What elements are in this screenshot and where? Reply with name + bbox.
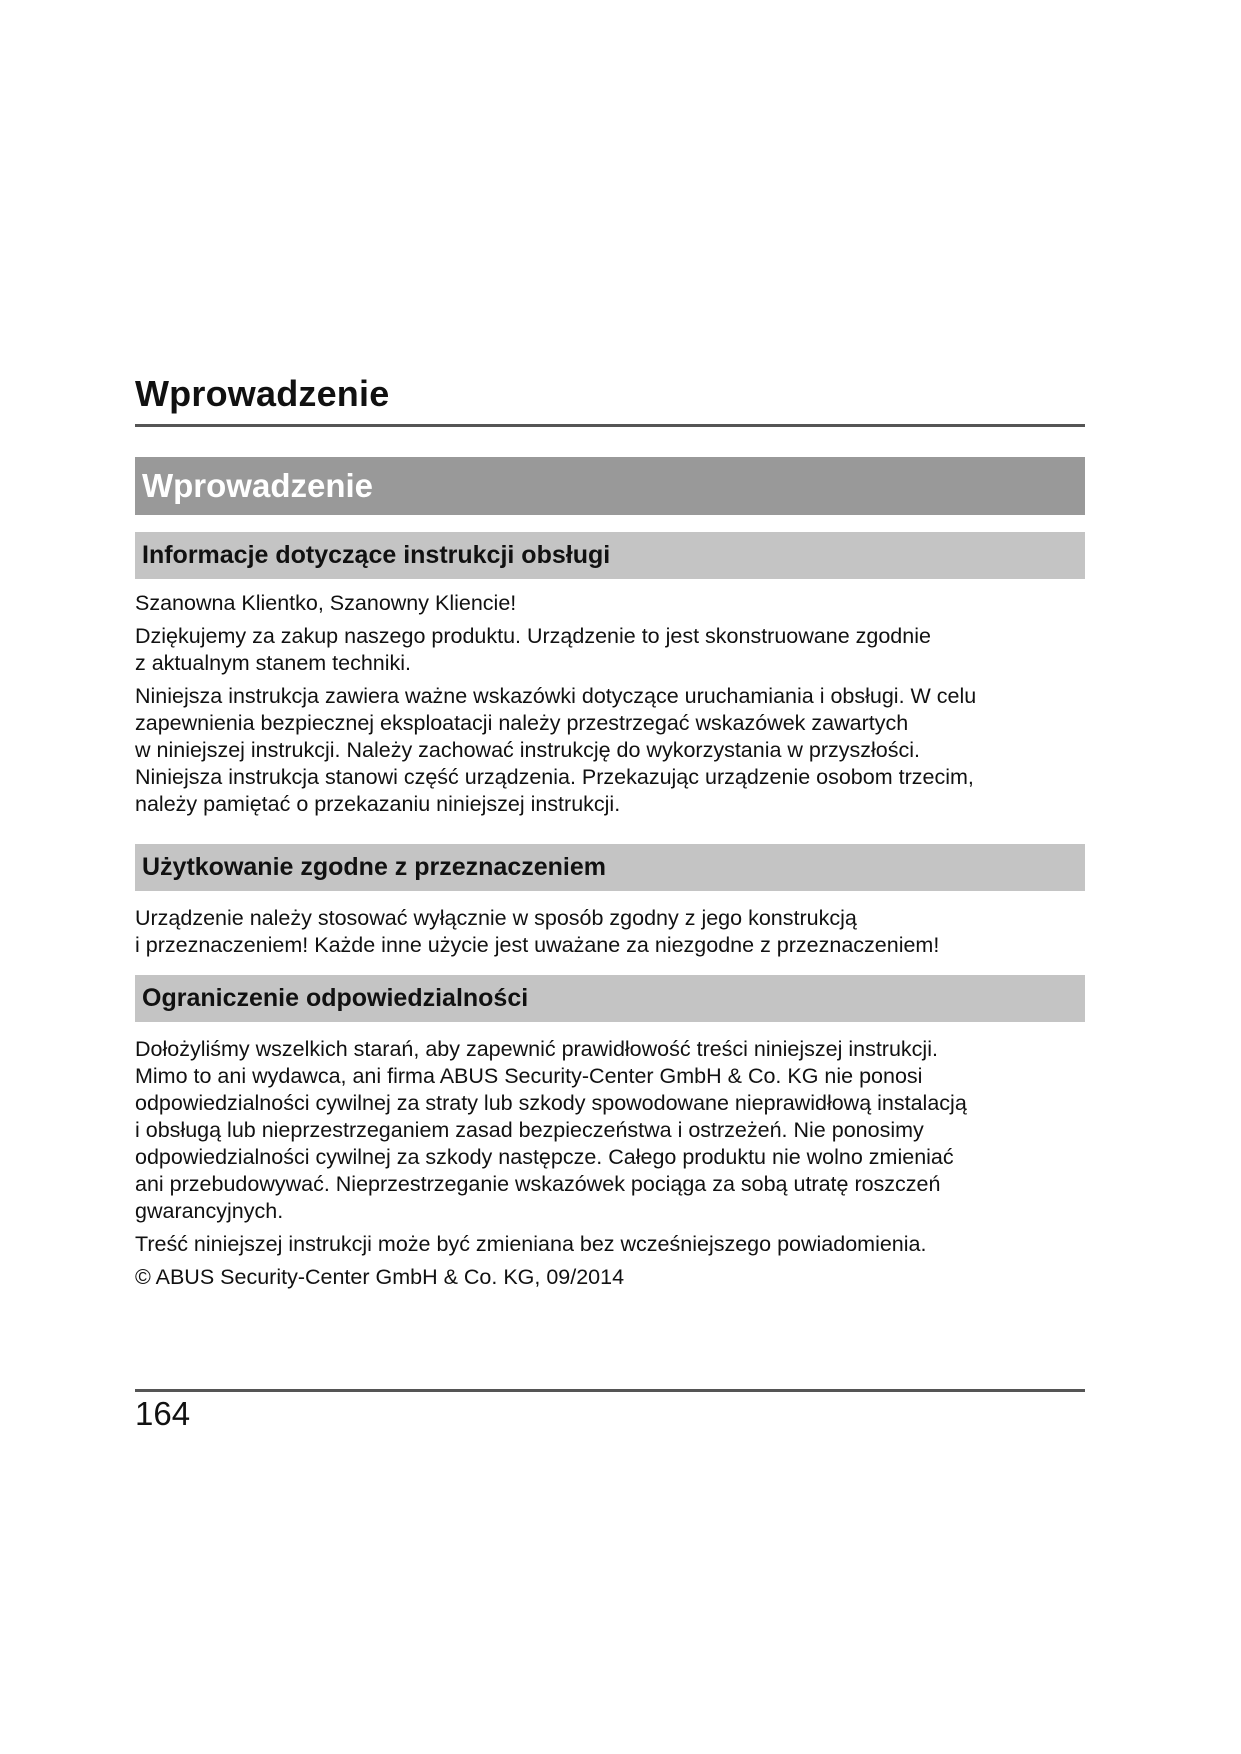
paragraph [135,1036,1095,1225]
text-line: odpowiedzialności cywilnej za straty lub szkody spowodowane nieprawidłową instalacją [135,1091,967,1115]
section-body-intended-use [135,905,1095,959]
paragraph [135,590,1095,617]
section-body-instructions [135,590,1095,818]
paragraph [135,683,1095,818]
text-line: Urządzenie należy stosować wyłącznie w sposób zgodny z jego konstrukcją [135,906,857,930]
paragraph [135,1231,1095,1258]
text-line: i przeznaczeniem! Każde inne użycie jest uważane za niezgodne z przeznaczeniem! [135,933,940,957]
text-line: odpowiedzialności cywilnej za szkody następcze. Całego produktu nie wolno zmieniać [135,1145,954,1169]
copyright-notice [135,1264,1095,1291]
text-line: Dziękujemy za zakup naszego produktu. Urządzenie to jest skonstruowane zgodnie [135,624,931,648]
title-divider [135,424,1085,427]
text-line: gwarancyjnych. [135,1199,284,1223]
footer-divider [135,1389,1085,1392]
text-line: z aktualnym stanem techniki. [135,651,412,675]
text-line: i obsługą lub nieprzestrzeganiem zasad bezpieczeństwa i ostrzeżeń. Nie ponosimy [135,1118,924,1142]
page-number: 164 [135,1395,191,1432]
text-line: © ABUS Security-Center GmbH & Co. KG, 09/2014 [135,1265,625,1289]
section-heading-instructions: Informacje dotyczące instrukcji obsługi [135,532,1085,579]
chapter-heading: Wprowadzenie [135,457,1085,515]
section-heading-intended-use: Użytkowanie zgodne z przeznaczeniem [135,844,1085,891]
text-line: zapewnienia bezpiecznej eksploatacji należy przestrzegać wskazówek zawartych [135,711,909,735]
text-line: Mimo to ani wydawca, ani firma ABUS Security-Center GmbH & Co. KG nie ponosi [135,1064,923,1088]
text-line: w niniejszej instrukcji. Należy zachować instrukcję do wykorzystania w przyszłości. [135,738,921,762]
section-body-liability [135,1036,1095,1291]
section-heading-liability: Ograniczenie odpowiedzialności [135,975,1085,1022]
text-line: należy pamiętać o przekazaniu niniejszej instrukcji. [135,792,621,816]
text-line: Szanowna Klientko, Szanowny Kliencie! [135,591,517,615]
text-line: ani przebudowywać. Nieprzestrzeganie wskazówek pociąga za sobą utratę roszczeń [135,1172,941,1196]
text-line: Treść niniejszej instrukcji może być zmieniana bez wcześniejszego powiadomienia. [135,1232,927,1256]
paragraph [135,623,1095,677]
text-line: Niniejsza instrukcja zawiera ważne wskazówki dotyczące uruchamiania i obsługi. W celu [135,684,977,708]
paragraph [135,905,1095,959]
page-title: Wprowadzenie [135,373,390,414]
text-line: Dołożyliśmy wszelkich starań, aby zapewnić prawidłowość treści niniejszej instrukcji. [135,1037,938,1061]
text-line: Niniejsza instrukcja stanowi część urządzenia. Przekazując urządzenie osobom trzecim, [135,765,974,789]
